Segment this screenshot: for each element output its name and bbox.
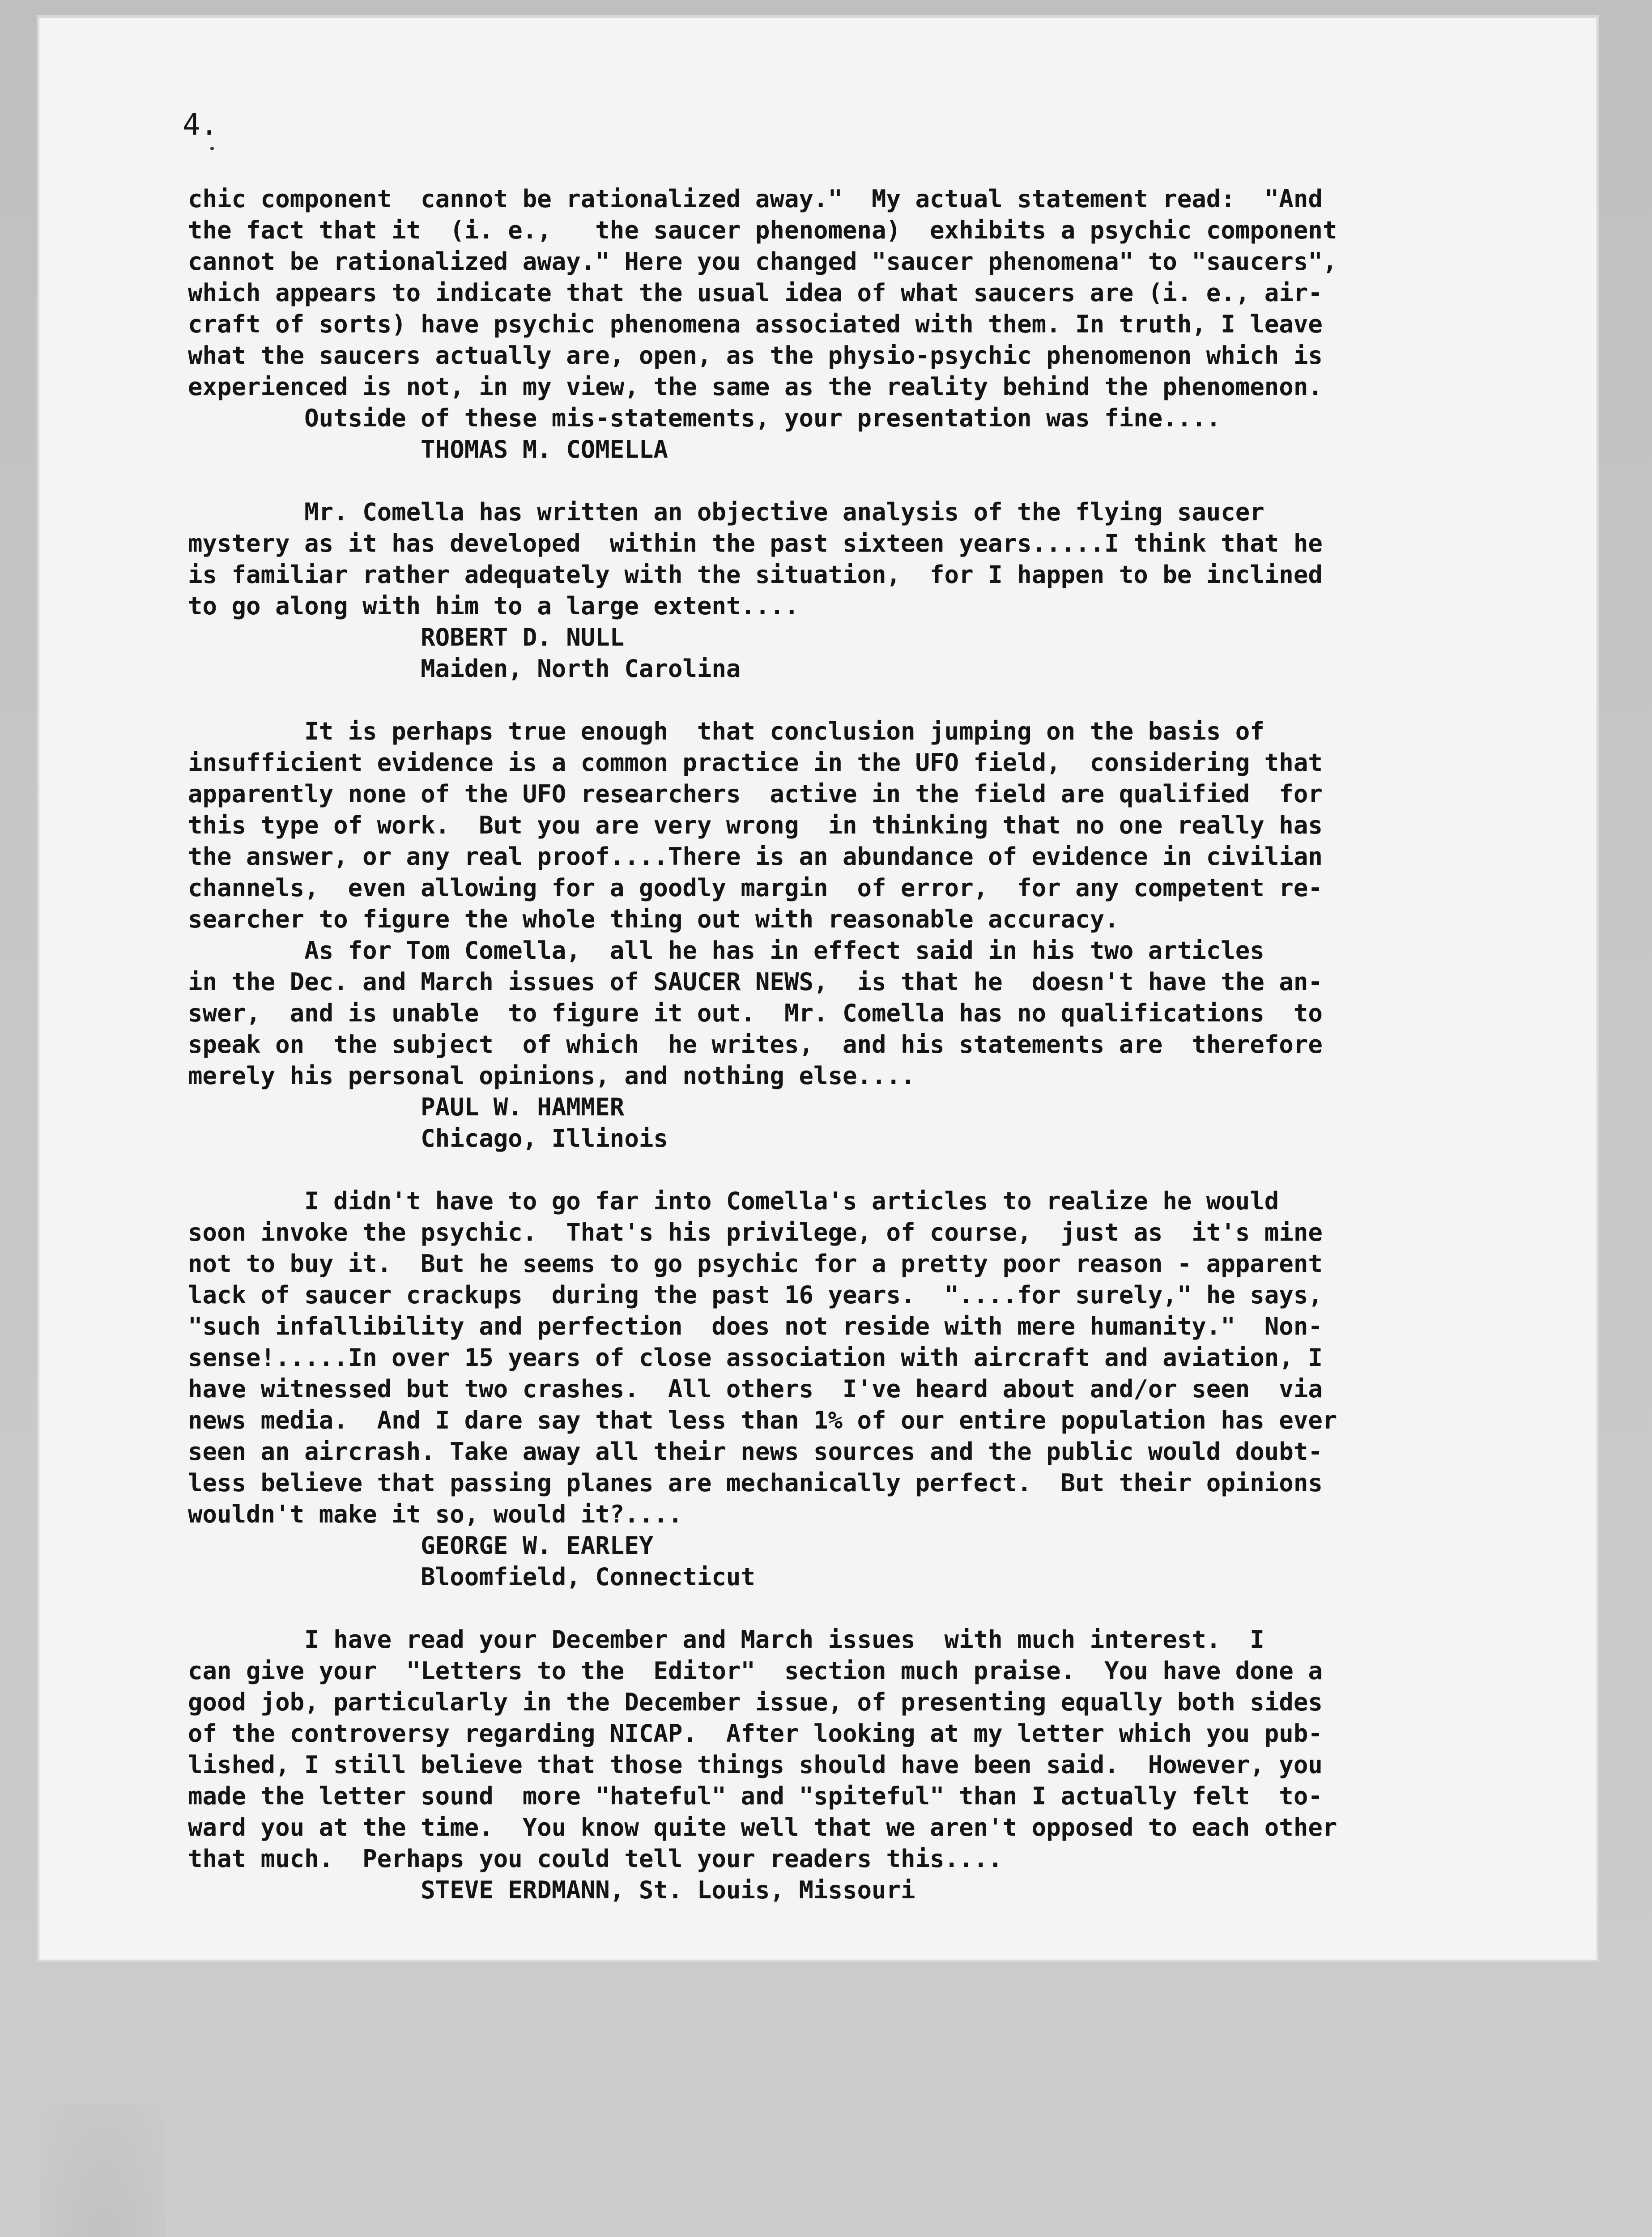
text-line: merely his personal opinions, and nothing else.... bbox=[188, 1062, 915, 1090]
text-line: I didn't have to go far into Comella's articles to realize he would bbox=[188, 1187, 1279, 1215]
text-line: the fact that it (i. e., the saucer phenomena) exhibits a psychic component bbox=[188, 216, 1337, 244]
text-line: wouldn't make it so, would it?.... bbox=[188, 1500, 683, 1528]
text-line: Bloomfield, Connecticut bbox=[188, 1563, 755, 1591]
text-line: lished, I still believe that those things should have been said. However, you bbox=[188, 1751, 1323, 1779]
text-line: cannot be rationalized away." Here you changed "saucer phenomena" to "saucers", bbox=[188, 247, 1337, 276]
text-line: searcher to figure the whole thing out with reasonable accuracy. bbox=[188, 905, 1119, 933]
paragraph-gap bbox=[188, 465, 1432, 497]
text-line: ROBERT D. NULL bbox=[188, 623, 625, 651]
text-line: STEVE ERDMANN, St. Louis, Missouri bbox=[188, 1876, 915, 1904]
text-line: which appears to indicate that the usual idea of what saucers are (i. e., air- bbox=[188, 279, 1323, 307]
text-line: soon invoke the psychic. That's his privilege, of course, just as it's mine bbox=[188, 1218, 1323, 1246]
text-line: chic component cannot be rationalized away." My actual statement read: "And bbox=[188, 185, 1323, 213]
letter-block bbox=[188, 1186, 1432, 1593]
text-line: GEORGE W. EARLEY bbox=[188, 1531, 654, 1560]
text-line: As for Tom Comella, all he has in effect said in his two articles bbox=[188, 936, 1265, 965]
text-line: can give your "Letters to the Editor" section much praise. You have done a bbox=[188, 1657, 1323, 1685]
text-line: what the saucers actually are, open, as the physio-psychic phenomenon which is bbox=[188, 341, 1323, 370]
text-line: I have read your December and March issues with much interest. I bbox=[188, 1625, 1265, 1654]
text-line: THOMAS M. COMELLA bbox=[188, 435, 668, 464]
text-line: experienced is not, in my view, the same as the reality behind the phenomenon. bbox=[188, 373, 1323, 401]
text-line: that much. Perhaps you could tell your readers this.... bbox=[188, 1845, 1003, 1873]
text-line: the answer, or any real proof....There is an abundance of evidence in civilian bbox=[188, 842, 1323, 871]
text-line: insufficient evidence is a common practice in the UFO field, considering that bbox=[188, 749, 1323, 777]
text-line: ward you at the time. You know quite well that we aren't opposed to each other bbox=[188, 1813, 1337, 1841]
text-line: sense!.....In over 15 years of close association with aircraft and aviation, I bbox=[188, 1344, 1323, 1372]
text-line: "such infallibility and perfection does not reside with mere humanity." Non- bbox=[188, 1312, 1323, 1340]
text-line: It is perhaps true enough that conclusion jumping on the basis of bbox=[188, 717, 1265, 745]
text-line: Outside of these mis-statements, your presentation was fine.... bbox=[188, 404, 1221, 432]
text-line: seen an aircrash. Take away all their news sources and the public would doubt- bbox=[188, 1437, 1323, 1466]
text-line: swer, and is unable to figure it out. Mr. Comella has no qualifications to bbox=[188, 999, 1323, 1027]
text-line: news media. And I dare say that less than 1% of our entire population has ever bbox=[188, 1406, 1337, 1434]
text-line: craft of sorts) have psychic phenomena associated with them. In truth, I leave bbox=[188, 310, 1323, 338]
text-line: channels, even allowing for a goodly margin of error, for any competent re- bbox=[188, 874, 1323, 902]
text-line: good job, particularly in the December issue, of presenting equally both sides bbox=[188, 1688, 1323, 1716]
text-line: made the letter sound more "hateful" and "spiteful" than I actually felt to- bbox=[188, 1782, 1323, 1810]
letter-block bbox=[188, 1624, 1432, 1906]
text-line: PAUL W. HAMMER bbox=[188, 1093, 625, 1121]
letters-text bbox=[188, 183, 1432, 1906]
letter-block bbox=[188, 497, 1432, 685]
letter-block bbox=[188, 183, 1432, 465]
text-line: Chicago, Illinois bbox=[188, 1124, 668, 1153]
scan-stain bbox=[40, 2103, 166, 2237]
text-line: not to buy it. But he seems to go psychic for a pretty poor reason - apparent bbox=[188, 1250, 1323, 1278]
paragraph-gap bbox=[188, 1154, 1432, 1186]
text-line: is familiar rather adequately with the situation, for I happen to be inclined bbox=[188, 561, 1323, 589]
text-line: mystery as it has developed within the past sixteen years.....I think that he bbox=[188, 529, 1323, 557]
text-line: less believe that passing planes are mechanically perfect. But their opinions bbox=[188, 1469, 1323, 1497]
stray-mark bbox=[210, 147, 214, 150]
text-line: this type of work. But you are very wrong in thinking that no one really has bbox=[188, 811, 1323, 839]
letter-block bbox=[188, 716, 1432, 1154]
text-line: apparently none of the UFO researchers active in the field are qualified for bbox=[188, 780, 1323, 808]
text-line: lack of saucer crackups during the past 16 years. "....for surely," he says, bbox=[188, 1281, 1323, 1309]
paragraph-gap bbox=[188, 685, 1432, 716]
text-line: speak on the subject of which he writes, and his statements are therefore bbox=[188, 1030, 1323, 1059]
text-line: have witnessed but two crashes. All others I've heard about and/or seen via bbox=[188, 1375, 1323, 1403]
text-line: to go along with him to a large extent.... bbox=[188, 592, 799, 620]
text-line: of the controversy regarding NICAP. After looking at my letter which you pub- bbox=[188, 1719, 1323, 1748]
text-line: Maiden, North Carolina bbox=[188, 655, 741, 683]
text-line: Mr. Comella has written an objective analysis of the flying saucer bbox=[188, 498, 1265, 526]
page-number: 4. bbox=[183, 107, 218, 142]
paragraph-gap bbox=[188, 1593, 1432, 1624]
text-line: in the Dec. and March issues of SAUCER NEWS, is that he doesn't have the an- bbox=[188, 968, 1323, 996]
